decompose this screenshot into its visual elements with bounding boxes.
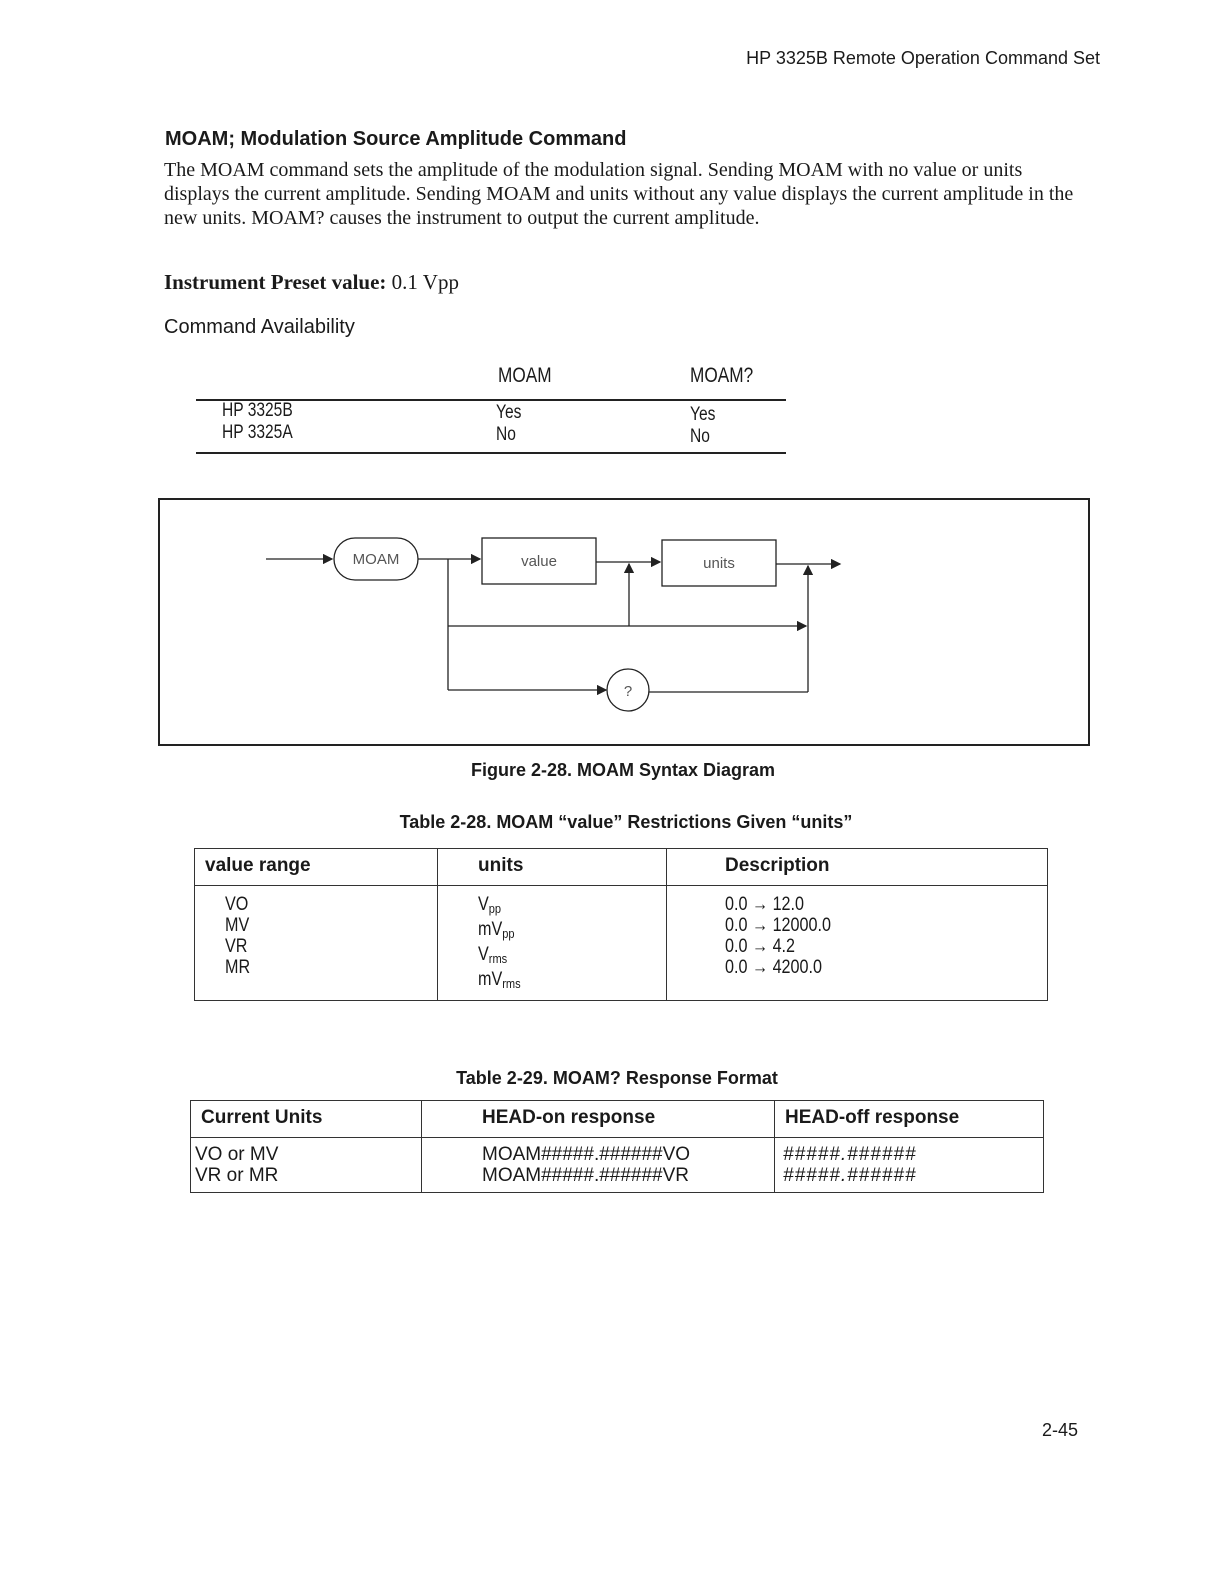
description-cell xyxy=(667,886,1048,1001)
availability-heading: Command Availability xyxy=(164,316,355,338)
moam-node-label: MOAM xyxy=(352,551,400,568)
table-cell: #####.###### xyxy=(783,1165,917,1186)
page-number: 2-45 xyxy=(1041,1420,1078,1440)
table-29-caption: Table 2-29. MOAM? Response Format xyxy=(456,1068,778,1088)
section-title: MOAM; Modulation Source Amplitude Command xyxy=(165,128,627,150)
query-node-label: ? xyxy=(623,683,633,700)
syntax-diagram xyxy=(158,498,1090,746)
table-cell: MOAM#####.######VR xyxy=(482,1165,690,1186)
table-cell: 0.0 → 12.0 xyxy=(725,894,805,915)
availability-model: HP 3325B xyxy=(222,400,293,421)
table-header: HEAD-off response xyxy=(775,1101,1044,1138)
table-cell: VR or MR xyxy=(195,1165,279,1186)
availability-cell: No xyxy=(690,426,710,447)
table-cell: $mV_{rms}$ xyxy=(478,969,521,991)
availability-col-moam-query: MOAM? xyxy=(690,364,754,387)
preset-value: 0.1 Vpp xyxy=(391,270,459,294)
syntax-diagram-svg xyxy=(160,500,1088,744)
table-cell: $mV_{pp}$ xyxy=(478,919,515,941)
table-cell: #####.###### xyxy=(783,1144,917,1165)
table-cell: VO xyxy=(225,894,249,915)
table-cell: 0.0 → 4200.0 xyxy=(725,957,822,978)
availability-model: HP 3325A xyxy=(222,422,293,443)
table-cell: MV xyxy=(225,915,250,936)
table-cell: $V_{rms}$ xyxy=(478,944,508,966)
availability-table xyxy=(196,364,786,460)
table-cell: 0.0 → 4.2 xyxy=(725,936,796,957)
availability-cell: Yes xyxy=(690,404,716,425)
units-cell xyxy=(438,886,667,1001)
table-cell: 0.0 → 12000.0 xyxy=(725,915,831,936)
preset-line xyxy=(164,270,459,295)
figure-caption: Figure 2-28. MOAM Syntax Diagram xyxy=(470,760,776,780)
table-cell: MR xyxy=(225,957,251,978)
availability-bottom-rule xyxy=(196,452,786,454)
table-header: Description xyxy=(667,849,1048,886)
value-node-label: value xyxy=(521,553,557,570)
preset-label: Instrument Preset value: xyxy=(164,270,387,294)
availability-cell: No xyxy=(496,424,516,445)
table-cell: $V_{pp}$ xyxy=(478,894,502,916)
current-units-cell xyxy=(191,1138,422,1193)
running-header: HP 3325B Remote Operation Command Set xyxy=(746,48,1100,68)
intro-paragraph: The MOAM command sets the amplitude of the modulation signal. Sending MOAM with no value or units displays the current amplitude. Sending MOAM and units without any value displays the current amplitude in the new units. MOAM? causes the instrument to output the current amplitude. xyxy=(164,159,1074,229)
table-28-caption: Table 2-28. MOAM “value” Restrictions Given “units” xyxy=(399,812,853,832)
value-range-cell xyxy=(195,886,438,1001)
table-cell: MOAM#####.######VO xyxy=(482,1144,691,1165)
table-cell: VO or MV xyxy=(195,1144,279,1165)
head-off-cell xyxy=(775,1138,1044,1193)
table-header: Current Units xyxy=(191,1101,422,1138)
availability-col-moam: MOAM xyxy=(498,364,552,387)
head-on-cell xyxy=(422,1138,775,1193)
table-header: value range xyxy=(195,849,438,886)
units-node-label: units xyxy=(703,555,735,572)
table-28 xyxy=(194,848,1048,1001)
table-header: HEAD-on response xyxy=(422,1101,775,1138)
table-header: units xyxy=(438,849,667,886)
table-cell: VR xyxy=(225,936,248,957)
table-29 xyxy=(190,1100,1044,1193)
availability-cell: Yes xyxy=(496,402,522,423)
